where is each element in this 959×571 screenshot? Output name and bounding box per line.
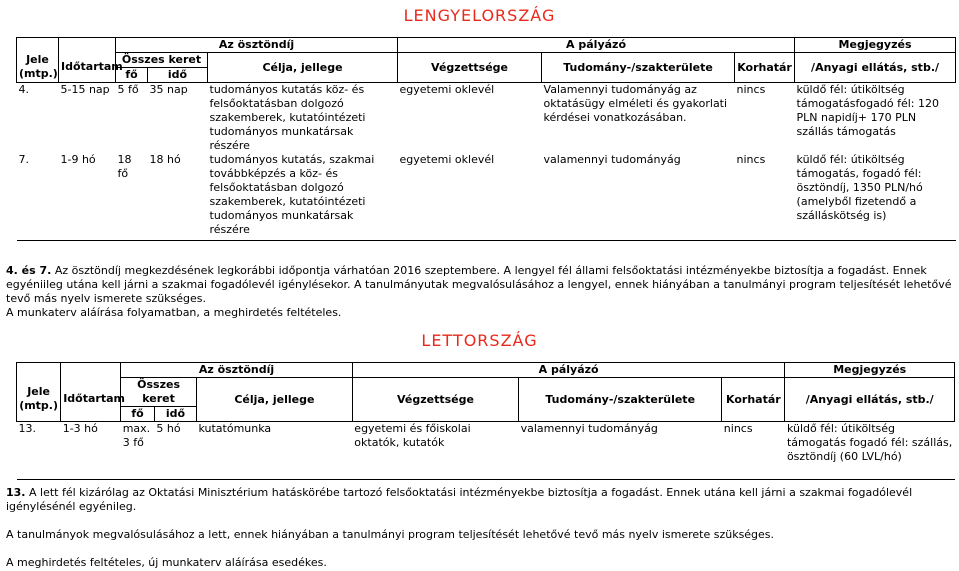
col-duration: Időtartam xyxy=(61,378,121,422)
table-row: 4. 5-15 nap 5 fő 35 nap tudományos kutatás köz- és felsőoktatásban dolgozó szakemberek, kutatóintézeti tudományos munkatársak részére egyetemi oklevél Valamennyi tudományág az oktatásügy elméleti és gyakorlati kérdései vonatkozásában. nincs küldő fél: útiköltség támogatásfogadó fél: 120 PLN napidíj+ 170 PLN szállás támogatás xyxy=(18,83,939,152)
col-persons: fő xyxy=(116,68,148,83)
col-code: Jele (mtp.) xyxy=(17,53,59,83)
col-purpose: Célja, jellege xyxy=(208,53,398,83)
col-total: Összes keret xyxy=(116,53,208,68)
group-scholarship: Az ösztöndíj xyxy=(121,363,353,378)
col-age: Korhatár xyxy=(722,378,785,422)
col-persons: fő xyxy=(121,407,155,422)
col-total: Összes keret xyxy=(121,378,197,407)
col-note: /Anyagi ellátás, stb./ xyxy=(785,378,955,422)
group-note: Megjegyzés xyxy=(795,38,956,53)
latvia-note-3: A meghirdetés feltételes, új munkaterv aláírása esedékes. xyxy=(6,556,327,569)
latvia-note-2: A tanulmányok megvalósulásához a lett, ennek hiányában a tanulmányi program teljesítését lehetővé tevő más nyelv ismerete szükséges. xyxy=(6,528,775,541)
poland-header-groups xyxy=(17,38,956,53)
group-applicant: A pályázó xyxy=(398,38,795,53)
col-duration: Időtartam xyxy=(59,53,116,83)
col-field: Tudomány-/szakterülete xyxy=(542,53,735,83)
col-age: Korhatár xyxy=(735,53,795,83)
col-time: idő xyxy=(154,407,196,422)
group-note: Megjegyzés xyxy=(785,363,955,378)
poland-note-1: 4. és 7. Az ösztöndíj megkezdésének legkorábbi időpontja várhatóan 2016 szeptembere. A lengyel fél állami felsőoktatási intézményekbe biztosítja a fogadást. Ennek egyéniileg utána kell járni a szakmai fogadólevél igénylésekor. A tanulmányutak megvalósulásához a lengyel, ennek hiányában a tanulmányi program teljesítését lehetővé tevő más nyelv ismerete szükséges. xyxy=(6,264,952,305)
table-row: 13. 1-3 hó max. 3 fő 5 hó kutatómunka egyetemi és főiskolai oktatók, kutatók valamennyi tudományág nincs küldő fél: útiköltség támogatás fogadó fél: szállás, ösztöndíj (60 LVL/hó) xyxy=(17,422,955,480)
poland-title: LENGYELORSZÁG xyxy=(403,6,556,25)
latvia-note-1: 13. A lett fél kizárólag az Oktatási Minisztérium hatáskörébe tartozó felsőoktatási intézményekbe biztosítja a fogadást. Ennek utána kell járni a szakmai fogadólevél igénylésénél egyénileg. xyxy=(6,486,913,513)
col-field: Tudomány-/szakterülete xyxy=(519,378,722,422)
col-degree: Végzettsége xyxy=(398,53,542,83)
col-degree: Végzettsége xyxy=(352,378,518,422)
table-row: 7. 1-9 hó 18 fő 18 hó tudományos kutatás, szakmai továbbképzés a köz- és felsőoktatásban dolgozó szakemberek, kutatóintézeti tudományos munkatársak részére egyetemi oklevél valamennyi tudományág nincs küldő fél: útiköltség támogatás, fogadó fél: ösztöndíj, 1350 PLN/hó (amelyből fizetendő a szálláskötség is) xyxy=(17,153,956,240)
poland-note-2: A munkaterv aláírása folyamatban, a meghirdetés feltételes. xyxy=(6,306,342,319)
group-scholarship: Az ösztöndíj xyxy=(116,38,398,53)
poland-table xyxy=(16,37,956,241)
col-purpose: Célja, jellege xyxy=(196,378,352,422)
col-code: Jele (mtp.) xyxy=(17,378,61,422)
latvia-table xyxy=(16,362,955,480)
latvia-header-groups xyxy=(17,363,955,378)
col-time: idő xyxy=(148,68,208,83)
col-note: /Anyagi ellátás, stb./ xyxy=(795,53,956,83)
group-applicant: A pályázó xyxy=(352,363,785,378)
latvia-title: LETTORSZÁG xyxy=(421,331,538,350)
